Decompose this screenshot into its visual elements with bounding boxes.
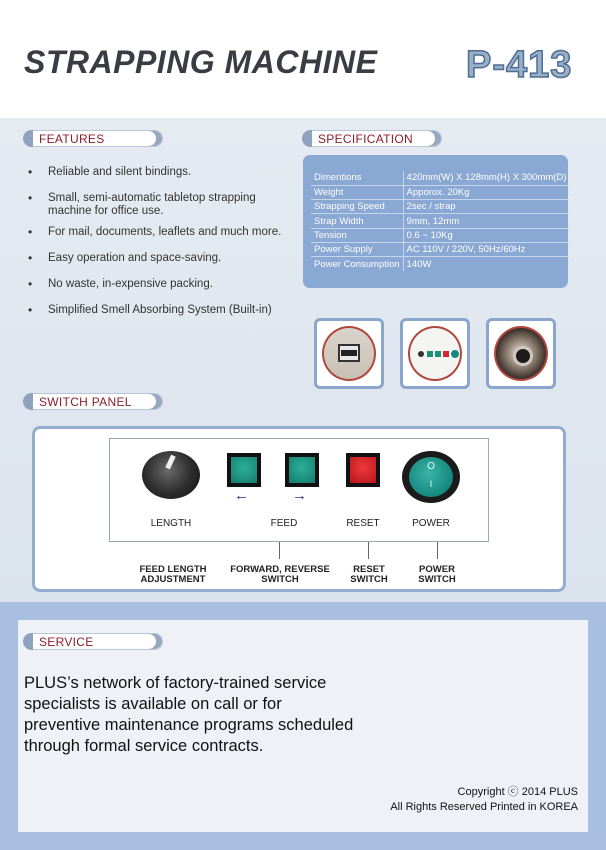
feature-item: • Easy operation and space-saving.: [28, 252, 298, 265]
spec-key: Strap Width: [311, 214, 403, 228]
spec-value: 420mm(W) X 128mm(H) X 300mm(D): [403, 171, 569, 185]
table-row: [311, 171, 569, 185]
service-heading-pill: [24, 633, 163, 650]
rights-text: All Rights Reserved Printed in KOREA: [390, 801, 578, 813]
knob-indicator: [165, 455, 175, 470]
power-off-mark: O: [427, 461, 435, 472]
knob-graphic: [418, 351, 424, 357]
spec-key: Weight: [311, 185, 403, 199]
specification-table: [311, 171, 569, 271]
copyright-text: Copyright ⓒ 2014 PLUS: [457, 786, 578, 798]
button-face: [289, 457, 315, 483]
table-row: [311, 185, 569, 199]
spec-value: 0.6 ~ 10Kg: [403, 228, 569, 242]
feature-item: • No waste, in-expensive packing.: [28, 278, 298, 291]
spec-key: Strapping Speed: [311, 200, 403, 214]
switch-panel-diagram: [109, 438, 489, 542]
button-face: [350, 457, 376, 483]
thumbnail-photo: [408, 326, 462, 381]
caption-line: RESET: [353, 564, 385, 575]
spec-value: 140W: [406, 258, 432, 270]
power-switch-caption: [407, 565, 467, 585]
caption-line: POWER: [419, 564, 455, 575]
control-panel-thumbnail: [400, 318, 470, 389]
specification-table-box: [303, 155, 568, 288]
caption-line: FORWARD, REVERSE: [230, 564, 330, 575]
reset-button: [346, 453, 380, 487]
thumbnail-photo: [494, 326, 548, 381]
feature-item: • Reliable and silent bindings.: [28, 166, 298, 179]
callout-line: [279, 542, 280, 559]
spec-key: Power Supply: [311, 242, 403, 256]
feed-forward-button: [285, 453, 319, 487]
header: [0, 0, 606, 118]
switch-panel-box: [32, 426, 566, 592]
feed-label: FEED: [270, 518, 298, 529]
power-on-mark: I: [429, 479, 433, 489]
switch-graphic: [451, 350, 459, 358]
spec-value: 2sec / strap: [403, 200, 569, 214]
pill-accent: [23, 633, 33, 650]
feed-reverse-button: [227, 453, 261, 487]
button-graphic: [427, 351, 433, 357]
pill-accent: [302, 130, 312, 147]
reset-switch-caption: [339, 565, 399, 585]
forward-reverse-switch-caption: [225, 565, 335, 585]
feed-length-adjustment-caption: [123, 565, 223, 585]
pill-accent: [23, 393, 33, 410]
table-row: [311, 228, 569, 242]
product-thumbnail-slot: [314, 318, 384, 389]
spec-value: Apporox. 20Kg: [403, 185, 569, 199]
roller-graphic: [513, 346, 533, 366]
spec-key: Tension: [311, 228, 403, 242]
power-label: POWER: [412, 518, 450, 529]
features-heading-pill: [24, 130, 163, 147]
page-title: STRAPPING MACHINE: [24, 44, 378, 80]
arrow-left-icon: ←: [234, 487, 249, 504]
power-switch: [402, 451, 460, 503]
table-row: [311, 257, 569, 271]
model-number: P-413: [466, 44, 573, 86]
length-label: LENGTH: [150, 518, 192, 529]
spec-value: 9mm, 12mm: [403, 214, 569, 228]
table-row: [311, 200, 569, 214]
caption-line: FEED LENGTH: [139, 564, 207, 575]
caption-line: ADJUSTMENT: [140, 574, 206, 585]
button-face: [231, 457, 257, 483]
caption-line: SWITCH: [261, 574, 299, 585]
specification-heading: SPECIFICATION: [318, 132, 414, 146]
caption-line: SWITCH: [418, 574, 456, 585]
feature-item: • Simplified Smell Absorbing System (Built-in): [28, 304, 298, 317]
mechanism-thumbnail: [486, 318, 556, 389]
features-list: [28, 166, 298, 317]
thumbnail-photo: [322, 326, 376, 381]
table-row: [311, 214, 569, 228]
length-knob: [142, 451, 200, 499]
table-row: [311, 242, 569, 256]
button-graphic: [435, 351, 441, 357]
specification-heading-pill: [303, 130, 442, 147]
pill-accent: [23, 130, 33, 147]
callout-line: [437, 542, 438, 559]
switch-panel-heading-pill: [24, 393, 163, 410]
features-heading: FEATURES: [39, 132, 105, 146]
caption-line: SWITCH: [350, 574, 388, 585]
spec-key: Dimentions: [311, 171, 403, 185]
slot-opening-graphic: [341, 350, 357, 356]
footer: [390, 785, 578, 815]
button-graphic: [443, 351, 449, 357]
service-description: PLUS’s network of factory-trained service specialists is available on call or for preventive maintenance programs scheduled through formal service contracts.: [24, 674, 354, 755]
feature-item: • For mail, documents, leaflets and much more.: [28, 226, 298, 239]
switch-panel-heading: SWITCH PANEL: [39, 395, 132, 409]
service-heading: SERVICE: [39, 635, 94, 649]
arrow-right-icon: →: [292, 487, 307, 504]
callout-line: [368, 542, 369, 559]
reset-label: RESET: [346, 518, 380, 529]
power-switch-face: [409, 457, 453, 497]
feature-item: • Small, semi-automatic tabletop strapping machine for office use.: [28, 192, 298, 218]
spec-key: Power Consumption: [311, 257, 403, 271]
spec-value: AC 110V / 220V, 50Hz/60Hz: [403, 242, 569, 256]
